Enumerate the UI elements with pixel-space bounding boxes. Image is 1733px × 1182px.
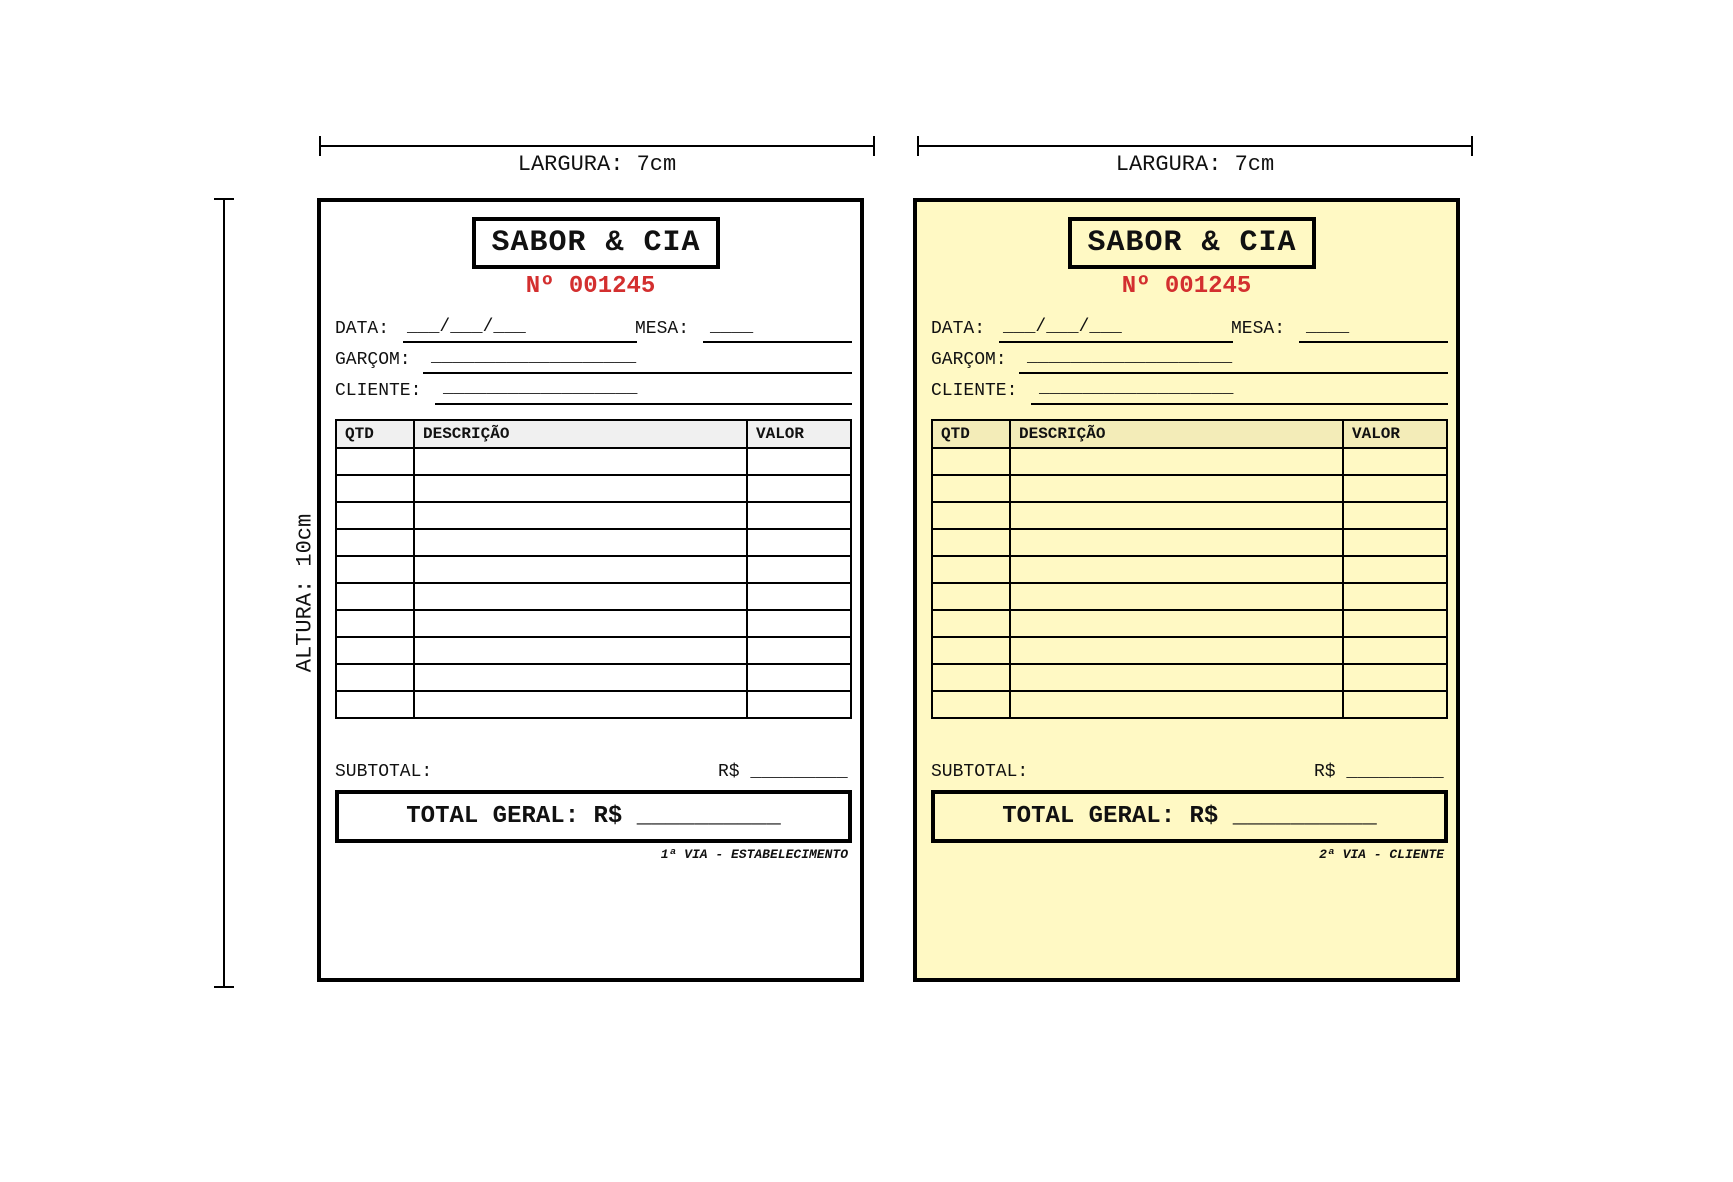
customer-underline bbox=[1031, 403, 1448, 405]
column-description: DESCRIÇÃO bbox=[1010, 420, 1343, 448]
height-dimension-line bbox=[214, 198, 234, 988]
total-box bbox=[931, 790, 1448, 843]
qty-cell[interactable] bbox=[336, 448, 414, 475]
value-cell[interactable] bbox=[747, 475, 851, 502]
value-cell[interactable] bbox=[1343, 475, 1447, 502]
ticket-second-copy bbox=[913, 198, 1460, 982]
table-row bbox=[336, 448, 851, 475]
value-cell[interactable] bbox=[1343, 529, 1447, 556]
description-cell[interactable] bbox=[414, 610, 747, 637]
value-cell[interactable] bbox=[747, 610, 851, 637]
table-label: MESA: bbox=[1231, 319, 1286, 339]
table-row bbox=[336, 502, 851, 529]
description-cell[interactable] bbox=[1010, 583, 1343, 610]
store-name: SABOR & CIA bbox=[1068, 217, 1316, 269]
ticket-number: Nº 001245 bbox=[1121, 273, 1252, 300]
value-cell[interactable] bbox=[1343, 502, 1447, 529]
table-row bbox=[932, 583, 1447, 610]
date-underline bbox=[999, 341, 1233, 343]
waiter-label: GARÇOM: bbox=[335, 350, 411, 370]
description-cell[interactable] bbox=[1010, 610, 1343, 637]
value-cell[interactable] bbox=[1343, 556, 1447, 583]
value-cell[interactable] bbox=[1343, 583, 1447, 610]
waiter-label: GARÇOM: bbox=[931, 350, 1007, 370]
date-field[interactable]: ___/___/___ bbox=[407, 317, 526, 337]
value-cell[interactable] bbox=[747, 664, 851, 691]
description-cell[interactable] bbox=[1010, 691, 1343, 718]
value-cell[interactable] bbox=[747, 691, 851, 718]
table-field[interactable]: ____ bbox=[1306, 317, 1350, 337]
qty-cell[interactable] bbox=[336, 691, 414, 718]
description-cell[interactable] bbox=[414, 691, 747, 718]
value-cell[interactable] bbox=[1343, 691, 1447, 718]
items-table bbox=[335, 419, 852, 719]
table-row bbox=[932, 691, 1447, 718]
qty-cell[interactable] bbox=[932, 583, 1010, 610]
description-cell[interactable] bbox=[1010, 529, 1343, 556]
value-cell[interactable] bbox=[1343, 448, 1447, 475]
qty-cell[interactable] bbox=[336, 583, 414, 610]
waiter-underline bbox=[1019, 372, 1448, 374]
description-cell[interactable] bbox=[414, 637, 747, 664]
table-row bbox=[932, 529, 1447, 556]
qty-cell[interactable] bbox=[932, 691, 1010, 718]
qty-cell[interactable] bbox=[336, 475, 414, 502]
table-row bbox=[932, 556, 1447, 583]
description-cell[interactable] bbox=[414, 583, 747, 610]
subtotal-value[interactable]: R$ _________ bbox=[1314, 762, 1444, 782]
date-label: DATA: bbox=[335, 319, 390, 339]
description-cell[interactable] bbox=[414, 529, 747, 556]
copy-label: 1ª VIA - ESTABELECIMENTO bbox=[660, 847, 848, 862]
qty-cell[interactable] bbox=[932, 502, 1010, 529]
height-dimension-label: ALTURA: 10cm bbox=[292, 513, 318, 673]
subtotal-label: SUBTOTAL: bbox=[335, 762, 433, 782]
items-table bbox=[931, 419, 1448, 719]
waiter-field[interactable]: ___________________ bbox=[431, 347, 637, 367]
qty-cell[interactable] bbox=[336, 529, 414, 556]
description-cell[interactable] bbox=[414, 556, 747, 583]
customer-underline bbox=[435, 403, 852, 405]
customer-label: CLIENTE: bbox=[931, 381, 1018, 401]
qty-cell[interactable] bbox=[932, 448, 1010, 475]
value-cell[interactable] bbox=[1343, 637, 1447, 664]
column-qty: QTD bbox=[932, 420, 1010, 448]
qty-cell[interactable] bbox=[336, 556, 414, 583]
total-box bbox=[335, 790, 852, 843]
table-header-row bbox=[932, 420, 1447, 448]
table-header-row bbox=[336, 420, 851, 448]
qty-cell[interactable] bbox=[932, 475, 1010, 502]
qty-cell[interactable] bbox=[932, 556, 1010, 583]
table-row bbox=[336, 664, 851, 691]
table-field[interactable]: ____ bbox=[710, 317, 754, 337]
table-row bbox=[932, 448, 1447, 475]
description-cell[interactable] bbox=[1010, 556, 1343, 583]
table-row bbox=[336, 529, 851, 556]
description-cell[interactable] bbox=[414, 475, 747, 502]
date-label: DATA: bbox=[931, 319, 986, 339]
table-row bbox=[932, 502, 1447, 529]
table-row bbox=[932, 637, 1447, 664]
value-cell[interactable] bbox=[1343, 610, 1447, 637]
customer-field[interactable]: __________________ bbox=[1039, 378, 1234, 398]
total-label[interactable]: TOTAL GERAL: R$ __________ bbox=[406, 803, 781, 830]
table-row bbox=[336, 691, 851, 718]
width-dimension-label-2: LARGURA: 7cm bbox=[1115, 152, 1275, 177]
value-cell[interactable] bbox=[747, 502, 851, 529]
table-underline bbox=[703, 341, 852, 343]
width-dimension-label-1: LARGURA: 7cm bbox=[517, 152, 677, 177]
table-row bbox=[932, 610, 1447, 637]
column-value: VALOR bbox=[747, 420, 851, 448]
column-qty: QTD bbox=[336, 420, 414, 448]
column-value: VALOR bbox=[1343, 420, 1447, 448]
description-cell[interactable] bbox=[1010, 502, 1343, 529]
table-row bbox=[336, 583, 851, 610]
qty-cell[interactable] bbox=[336, 637, 414, 664]
description-cell[interactable] bbox=[414, 448, 747, 475]
table-row bbox=[336, 556, 851, 583]
qty-cell[interactable] bbox=[932, 637, 1010, 664]
description-cell[interactable] bbox=[1010, 475, 1343, 502]
subtotal-label: SUBTOTAL: bbox=[931, 762, 1029, 782]
description-cell[interactable] bbox=[1010, 664, 1343, 691]
date-field[interactable]: ___/___/___ bbox=[1003, 317, 1122, 337]
table-label: MESA: bbox=[635, 319, 690, 339]
description-cell[interactable] bbox=[414, 502, 747, 529]
value-cell[interactable] bbox=[747, 637, 851, 664]
table-row bbox=[336, 475, 851, 502]
customer-field[interactable]: __________________ bbox=[443, 378, 638, 398]
qty-cell[interactable] bbox=[336, 664, 414, 691]
waiter-underline bbox=[423, 372, 852, 374]
qty-cell[interactable] bbox=[932, 529, 1010, 556]
total-label[interactable]: TOTAL GERAL: R$ __________ bbox=[1002, 803, 1377, 830]
value-cell[interactable] bbox=[1343, 664, 1447, 691]
qty-cell[interactable] bbox=[336, 610, 414, 637]
subtotal-value[interactable]: R$ _________ bbox=[718, 762, 848, 782]
customer-label: CLIENTE: bbox=[335, 381, 422, 401]
qty-cell[interactable] bbox=[932, 610, 1010, 637]
qty-cell[interactable] bbox=[336, 502, 414, 529]
store-name: SABOR & CIA bbox=[472, 217, 720, 269]
table-row bbox=[336, 637, 851, 664]
value-cell[interactable] bbox=[747, 556, 851, 583]
table-row bbox=[932, 475, 1447, 502]
table-row bbox=[932, 664, 1447, 691]
value-cell[interactable] bbox=[747, 583, 851, 610]
date-underline bbox=[403, 341, 637, 343]
ticket-first-copy bbox=[317, 198, 864, 982]
description-cell[interactable] bbox=[414, 664, 747, 691]
copy-label: 2ª VIA - CLIENTE bbox=[1319, 847, 1444, 862]
qty-cell[interactable] bbox=[932, 664, 1010, 691]
description-cell[interactable] bbox=[1010, 448, 1343, 475]
value-cell[interactable] bbox=[747, 448, 851, 475]
table-row bbox=[336, 610, 851, 637]
column-description: DESCRIÇÃO bbox=[414, 420, 747, 448]
waiter-field[interactable]: ___________________ bbox=[1027, 347, 1233, 367]
ticket-number: Nº 001245 bbox=[525, 273, 656, 300]
value-cell[interactable] bbox=[747, 529, 851, 556]
table-underline bbox=[1299, 341, 1448, 343]
description-cell[interactable] bbox=[1010, 637, 1343, 664]
